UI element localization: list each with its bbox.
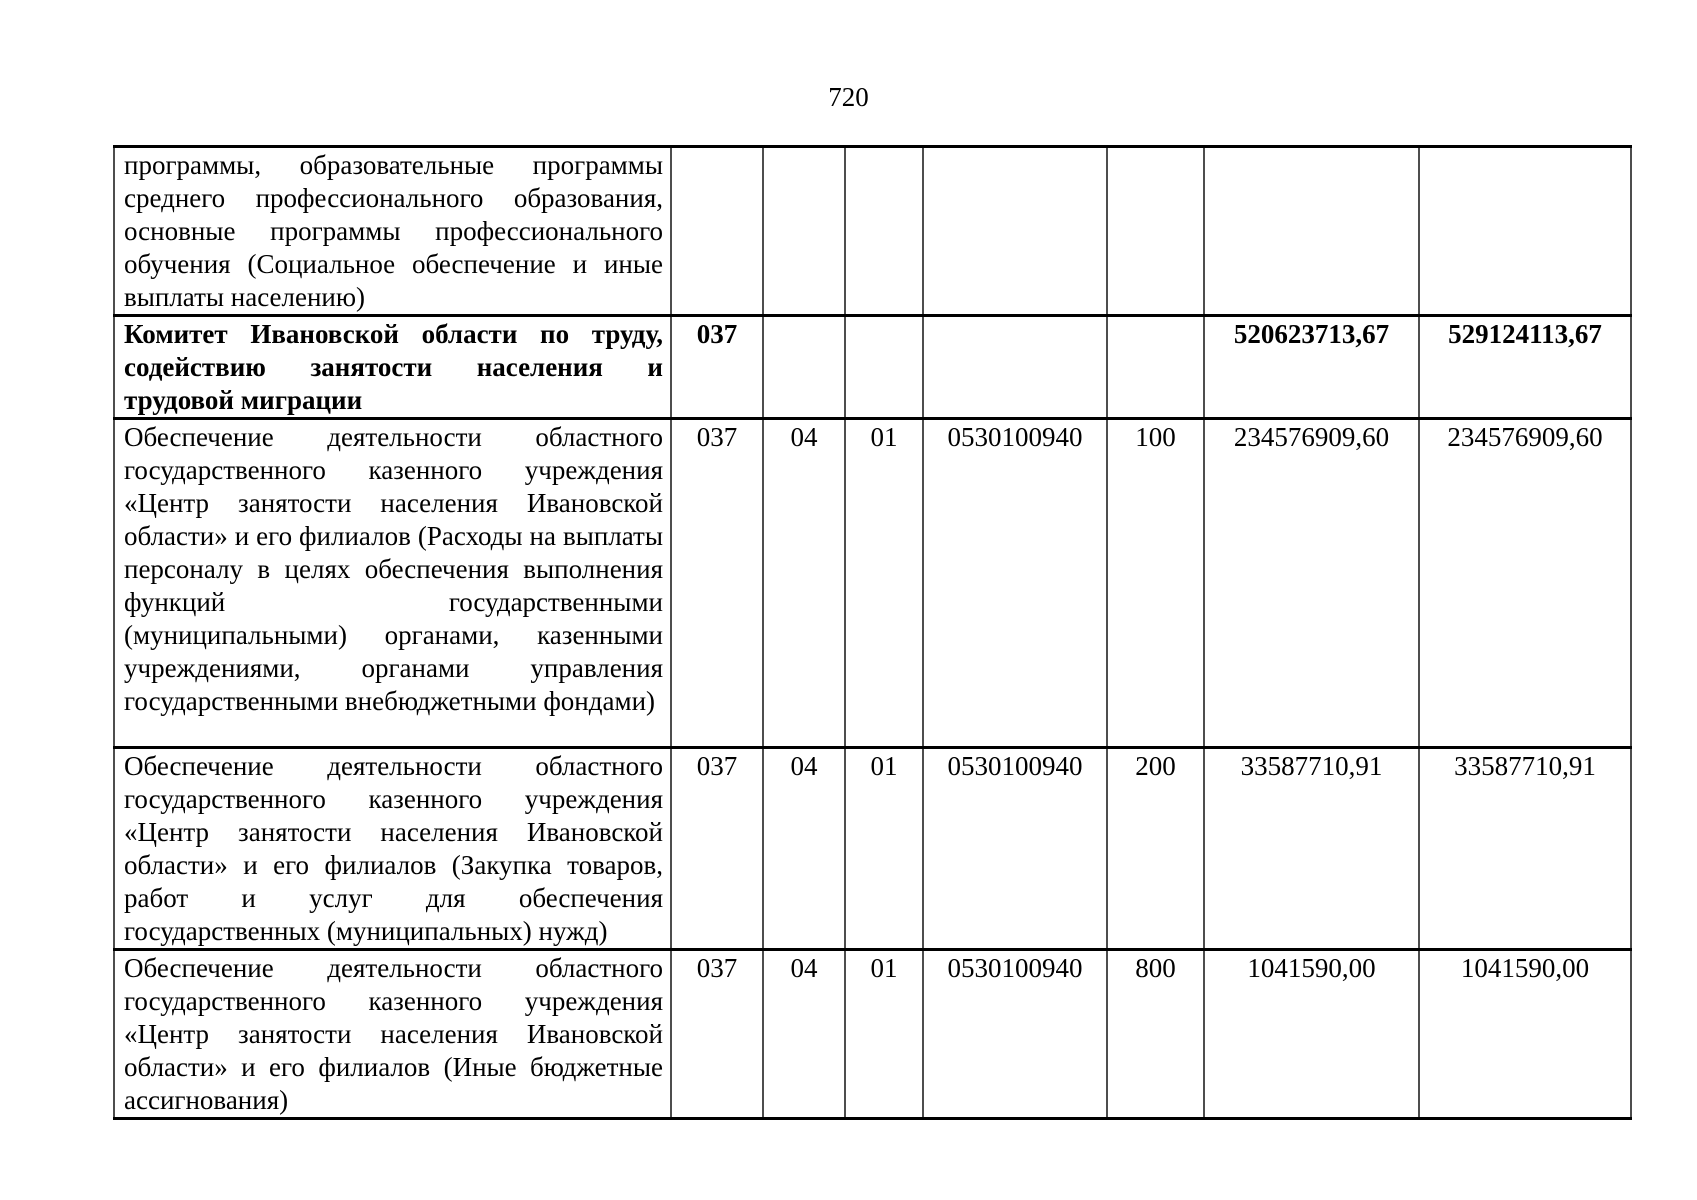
cell-amount-2: 234576909,60 — [1419, 419, 1631, 748]
cell-amount-2: 529124113,67 — [1419, 316, 1631, 419]
cell-code-3 — [845, 147, 923, 316]
cell-code-3: 01 — [845, 419, 923, 748]
cell-description: Обеспечение деятельности областного государственного казенного учреждения «Центр занятости населения Ивановской области» и его филиалов (Иные бюджетные ассигнования) — [114, 950, 671, 1119]
cell-code-5: 800 — [1107, 950, 1204, 1119]
cell-description: программы, образовательные программы среднего профессионального образования, основные программы профессионального обучения (Социальное обеспечение и иные выплаты населению) — [114, 147, 671, 316]
table-row — [114, 316, 1631, 419]
page-number: 720 — [828, 82, 869, 112]
cell-amount-1: 520623713,67 — [1204, 316, 1419, 419]
cell-code-4 — [923, 316, 1107, 419]
cell-description: Обеспечение деятельности областного государственного казенного учреждения «Центр занятости населения Ивановской области» и его филиалов (Расходы на выплаты персоналу в целях обеспечения выполнения функций государственными (муниципальными) органами, казенными учреждениями, органами управления государственными внебюджетными фондами) — [114, 419, 671, 748]
cell-amount-1: 1041590,00 — [1204, 950, 1419, 1119]
cell-code-1: 037 — [671, 748, 763, 950]
cell-description: Обеспечение деятельности областного государственного казенного учреждения «Центр занятости населения Ивановской области» и его филиалов (Закупка товаров, работ и услуг для обеспечения государственных (муниципальных) нужд) — [114, 748, 671, 950]
cell-code-5: 200 — [1107, 748, 1204, 950]
cell-code-5 — [1107, 147, 1204, 316]
cell-amount-1: 234576909,60 — [1204, 419, 1419, 748]
table-row — [114, 950, 1631, 1119]
budget-table — [113, 145, 1632, 1120]
cell-code-4: 0530100940 — [923, 748, 1107, 950]
table-row — [114, 419, 1631, 748]
cell-code-2: 04 — [763, 419, 845, 748]
cell-code-3: 01 — [845, 950, 923, 1119]
cell-code-2: 04 — [763, 950, 845, 1119]
cell-description: Комитет Ивановской области по труду, содействию занятости населения и трудовой миграции — [114, 316, 671, 419]
cell-code-3 — [845, 316, 923, 419]
cell-amount-2: 1041590,00 — [1419, 950, 1631, 1119]
cell-code-1: 037 — [671, 950, 763, 1119]
cell-code-2 — [763, 147, 845, 316]
cell-code-2: 04 — [763, 748, 845, 950]
cell-code-1 — [671, 147, 763, 316]
cell-code-1: 037 — [671, 316, 763, 419]
cell-amount-2 — [1419, 147, 1631, 316]
cell-code-2 — [763, 316, 845, 419]
cell-code-4 — [923, 147, 1107, 316]
cell-amount-1: 33587710,91 — [1204, 748, 1419, 950]
cell-code-4: 0530100940 — [923, 419, 1107, 748]
cell-code-5 — [1107, 316, 1204, 419]
cell-code-5: 100 — [1107, 419, 1204, 748]
cell-amount-1 — [1204, 147, 1419, 316]
cell-code-3: 01 — [845, 748, 923, 950]
cell-code-1: 037 — [671, 419, 763, 748]
cell-amount-2: 33587710,91 — [1419, 748, 1631, 950]
cell-code-4: 0530100940 — [923, 950, 1107, 1119]
table-row — [114, 147, 1631, 316]
table-row — [114, 748, 1631, 950]
